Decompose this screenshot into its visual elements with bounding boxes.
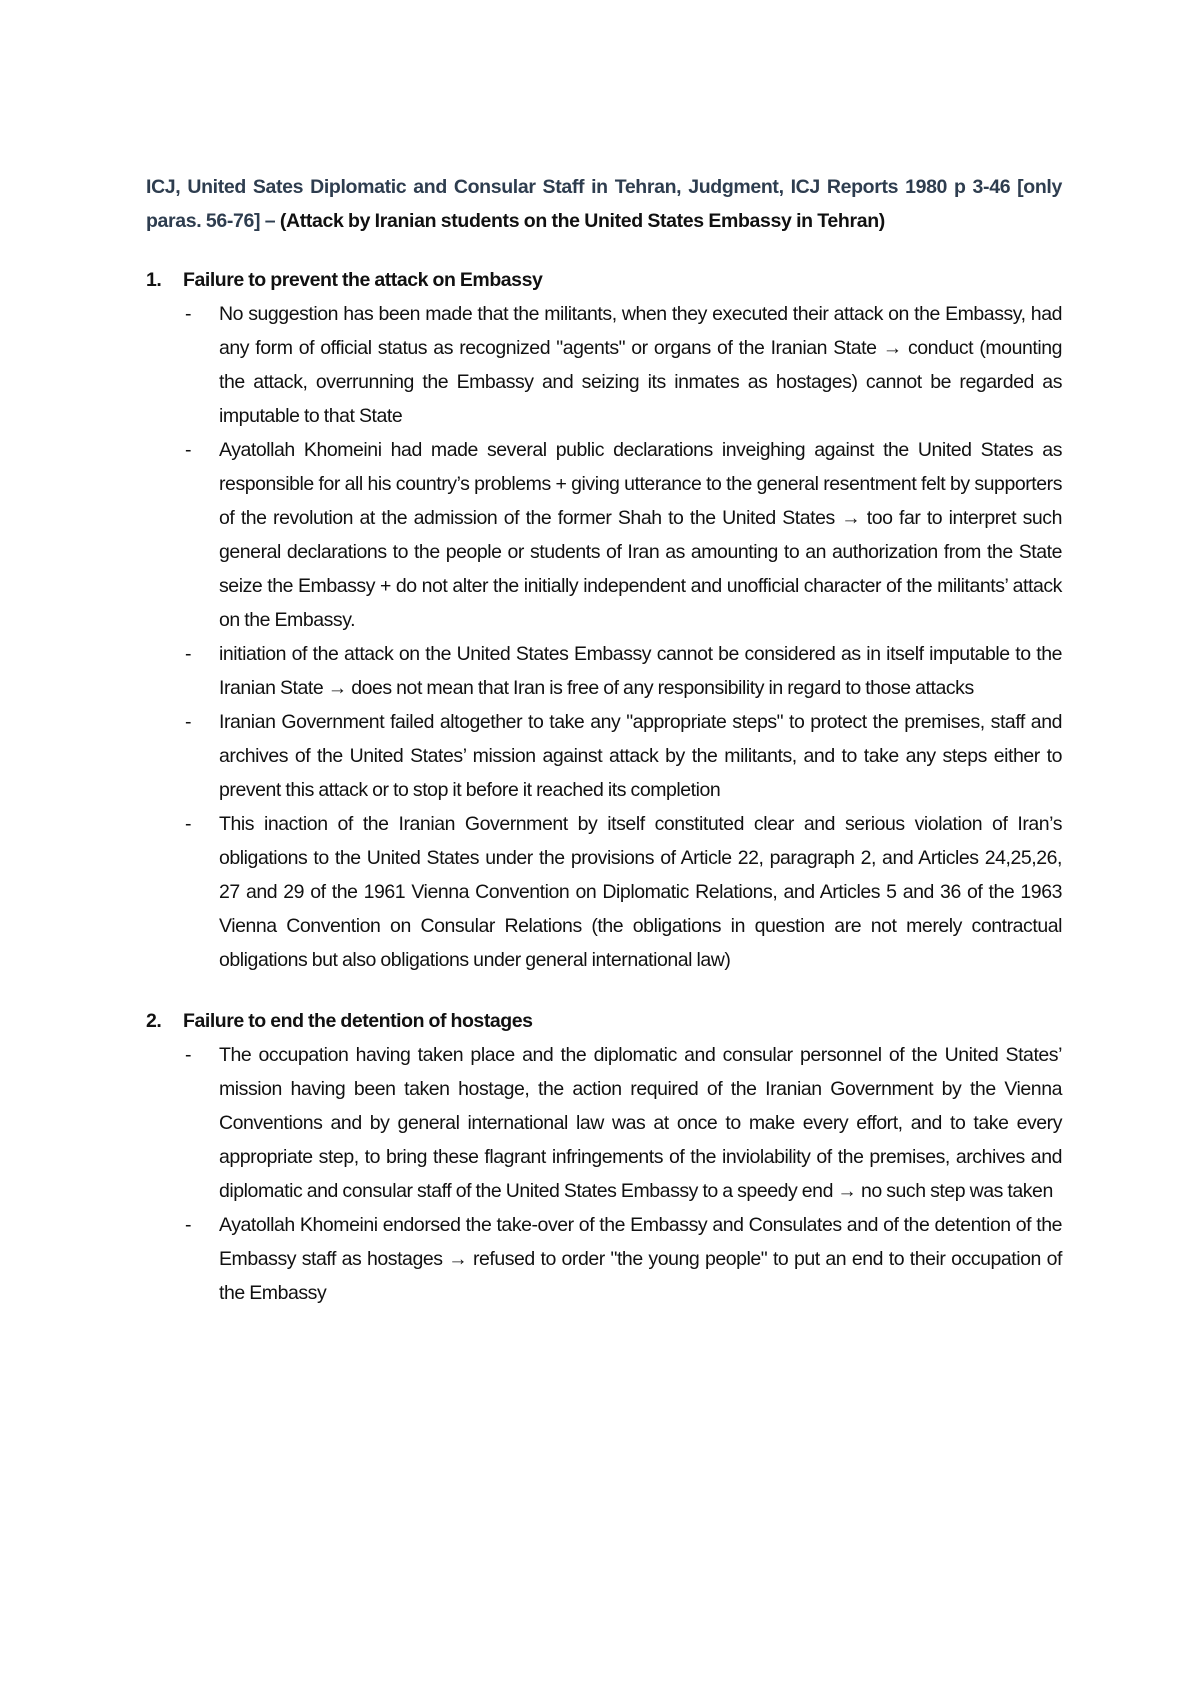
list-item	[183, 807, 1062, 977]
list-item	[183, 637, 1062, 705]
bullet-list	[146, 297, 1062, 977]
document-page	[146, 170, 1062, 1337]
bullet-text: Iranian Government failed altogether to take any "appropriate steps" to protect the premises, staff and archives of the United States’ mission against attack by the militants, and to take any steps either to prevent this attack or to stop it before it reached its completion	[219, 711, 1062, 801]
list-item	[183, 297, 1062, 433]
dash-bullet-icon: -	[185, 643, 192, 665]
list-item	[183, 1038, 1062, 1208]
bullet-list	[146, 1038, 1062, 1310]
section-number: 1.	[146, 269, 162, 291]
bullet-text: Ayatollah Khomeini endorsed the take-over of the Embassy and Consulates and of the detention of the Embassy staff as hostages → refused to order "the young people" to put an end to their occupation of the Embassy	[219, 1214, 1062, 1304]
section-title: Failure to end the detention of hostages	[183, 1010, 533, 1032]
bullet-text: No suggestion has been made that the militants, when they executed their attack on the Embassy, had any form of official status as recognized "agents" or organs of the Iranian State → conduct (mounting the attack, overrunning the Embassy and seizing its inmates as hostages) cannot be regarded as imputable to that State	[219, 303, 1062, 427]
case-citation: ICJ, United Sates Diplomatic and Consular Staff in Tehran, Judgment, ICJ Reports 1980 p 3-46 [only paras. 56-76] –	[146, 176, 1062, 232]
list-item	[183, 705, 1062, 807]
bullet-text: initiation of the attack on the United States Embassy cannot be considered as in itself imputable to the Iranian State → does not mean that Iran is free of any responsibility in regard to those attacks	[219, 643, 1062, 699]
dash-bullet-icon: -	[185, 1214, 192, 1236]
section-failure-to-end-detention	[146, 1004, 1062, 1310]
dash-bullet-icon: -	[185, 813, 192, 835]
section-heading	[146, 1004, 1062, 1038]
dash-bullet-icon: -	[185, 1044, 192, 1066]
bullet-text: Ayatollah Khomeini had made several public declarations inveighing against the United States as responsible for all his country’s problems + giving utterance to the general resentment felt by supporters of the revolution at the admission of the former Shah to the United States → too far to interpret such general declarations to the people or students of Iran as amounting to an authorization from the State seize the Embassy + do not alter the initially independent and unofficial character of the militants’ attack on the Embassy.	[219, 439, 1062, 631]
section-title: Failure to prevent the attack on Embassy	[183, 269, 543, 291]
dash-bullet-icon: -	[185, 439, 192, 461]
section-number: 2.	[146, 1010, 162, 1032]
section-heading	[146, 263, 1062, 297]
document-title	[146, 170, 1062, 238]
dash-bullet-icon: -	[185, 303, 192, 325]
list-item	[183, 433, 1062, 637]
bullet-text: This inaction of the Iranian Government by itself constituted clear and serious violation of Iran’s obligations to the United States under the provisions of Article 22, paragraph 2, and Articles 24,25,26, 27 and 29 of the 1961 Vienna Convention on Diplomatic Relations, and Articles 5 and 36 of the 1963 Vienna Convention on Consular Relations (the obligations in question are not merely contractual obligations but also obligations under general international law)	[219, 813, 1062, 971]
list-item	[183, 1208, 1062, 1310]
section-failure-to-prevent	[146, 263, 1062, 977]
case-description: (Attack by Iranian students on the United States Embassy in Tehran)	[279, 210, 885, 232]
dash-bullet-icon: -	[185, 711, 192, 733]
bullet-text: The occupation having taken place and the diplomatic and consular personnel of the United States’ mission having been taken hostage, the action required of the Iranian Government by the Vienna Conventions and by general international law was at once to make every effort, and to take every appropriate step, to bring these flagrant infringements of the inviolability of the premises, archives and diplomatic and consular staff of the United States Embassy to a speedy end → no such step was taken	[219, 1044, 1062, 1202]
